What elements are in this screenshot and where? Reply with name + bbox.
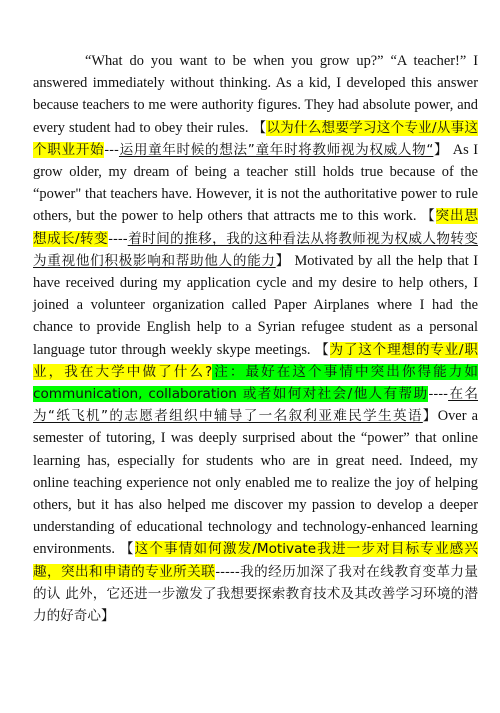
essay-paragraph bbox=[33, 50, 478, 627]
note-bracket-close: 】 bbox=[100, 608, 115, 625]
note-childhood-idea: 运用童年时候的想法”童年时将教师视为权威人物“ bbox=[118, 141, 434, 158]
note-bracket-close: 】 bbox=[422, 408, 438, 425]
note-highlight-growth: 突出思想成长/转变 bbox=[33, 208, 479, 247]
note-dash: ---- bbox=[108, 230, 128, 247]
essay-sentence-discovery: Over a semester of tutoring, I was deeply surprised about the “power” that online learning has, especially for students who are in great need. Indeed, my online teaching experience not only enabled me to realize the joy of helping others, but it has also helped me discover my passion to develop a deeper understanding of educational technology and technology-enhanced learning environments. bbox=[33, 408, 478, 558]
note-bracket-open: 【 bbox=[252, 119, 267, 136]
note-dash: --- bbox=[104, 141, 119, 158]
note-highlight-ability: 注：最好在这个事情中突出你得能力如communication, collaboration 或者如何对社会/他人有帮助 bbox=[33, 363, 478, 403]
essay-sentence-volunteer: Motivated by all the help that I have received during my application cycle and my desire to help others, I joined a volunteer organization called Paper Airplanes where I had the chance to provide English help to a Syrian refugee student as a personal language tutor through weekly skype meetings. bbox=[33, 252, 478, 358]
note-bracket-open: 【 bbox=[119, 541, 135, 558]
note-bracket-close: 】 bbox=[433, 141, 449, 158]
essay-sentence-intro: “What do you want to be when you grow up?” “A teacher!” I answered immediately without thinking. As a kid, I developed this answer because teachers to me were authority figures. They had absolute power, and every student had to obey their rules. bbox=[33, 53, 478, 136]
note-dash: ---- bbox=[428, 386, 449, 403]
note-highlight-college: 为了这个理想的专业/职业，我在大学中做了什么? bbox=[33, 341, 478, 380]
essay-sentence-growth: As I grow older, my dream of being a teacher still holds true because of the “power" that teachers have. However, it is not the authoritative power to rule others, but the power to help others that attracts me to this work. bbox=[33, 141, 478, 225]
note-paper-airplanes: 在名为“纸飞机”的志愿者组织中辅导了一名叙利亚难民学生英语 bbox=[33, 386, 479, 425]
note-experience-deepened: 我的经历加深了我对在线教育变革力量的认 此外，它还进一步激发了我想要探索教育技术及其改善学习环境的潜力的好奇心 bbox=[33, 563, 478, 625]
note-highlight-motivation: 以为什么想要学习这个专业/从事这个职业开始 bbox=[33, 119, 478, 158]
note-bracket-open: 【 bbox=[315, 341, 330, 358]
note-bracket-open: 【 bbox=[421, 208, 436, 225]
note-view-change: 着时间的推移，我的这种看法从将教师视为权威人物转变为重视他们积极影响和帮助他人的能力 bbox=[33, 230, 478, 269]
note-bracket-close: 】 bbox=[275, 252, 290, 269]
note-highlight-link-major: 这个事情如何激发/Motivate我进一步对目标专业感兴趣，突出和申请的专业所关联 bbox=[33, 541, 478, 580]
note-dash: ----- bbox=[215, 563, 240, 580]
